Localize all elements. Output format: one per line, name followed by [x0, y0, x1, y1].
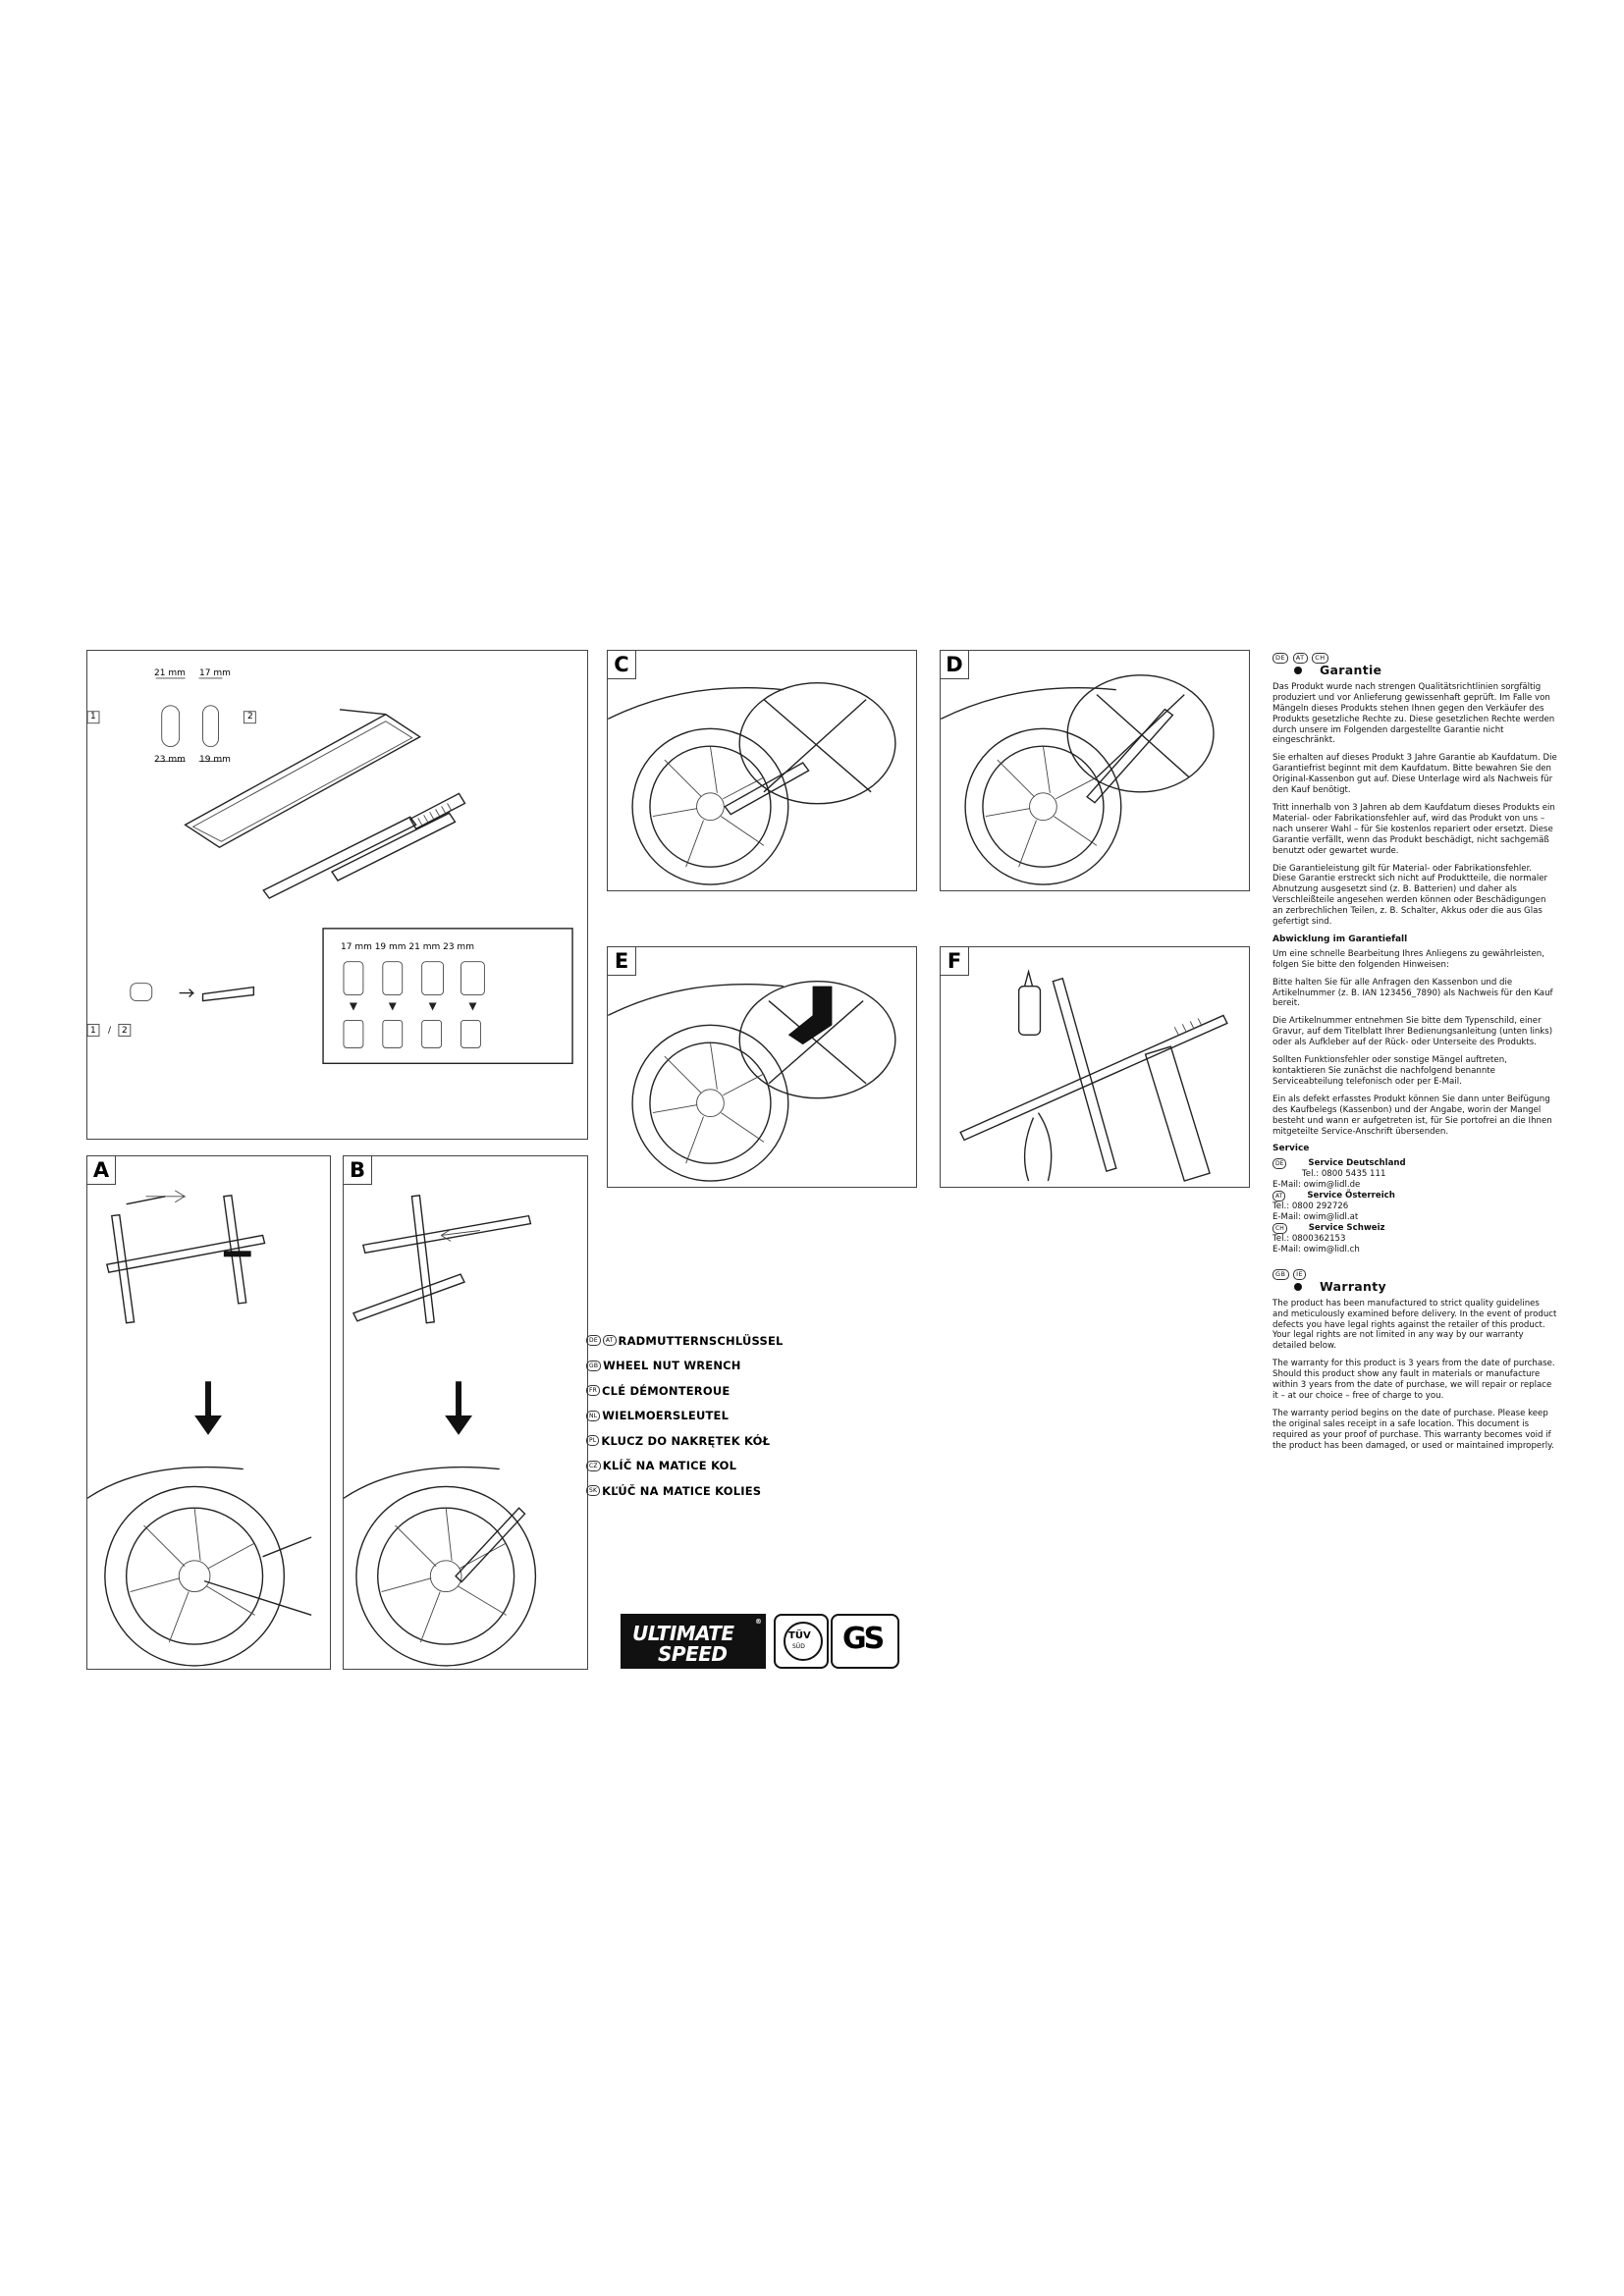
paragraph: The warranty period begins on the date of purchase. Please keep the original sales receipt in a safe location. This document is required as your proof of purchase. This warranty becomes void if the product has been damaged, or used or maintained improperly.: [1272, 1408, 1554, 1451]
tighten-nut-illustration: [344, 1156, 587, 1669]
country-badge: DE: [1272, 1158, 1286, 1169]
country-badges: [1272, 653, 1557, 664]
title-text: KLÍČ NA MATICE KOL: [602, 1459, 737, 1473]
brand-line-2: SPEED: [658, 1642, 728, 1666]
country-badge: CH: [1312, 653, 1327, 664]
wrench-kit-illustration: [87, 651, 587, 1139]
country-badge: NL: [586, 1411, 600, 1421]
paragraph: Die Garantieleistung gilt für Material- oder Fabrikationsfehler. Diese Garantie erstreckt sich nicht auf Produktteile, die normaler Abnutzung ausgesetzt sind (z. B. Batterien) und daher als Verschleißteile angesehen werden können oder Beschädigungen an zerbrechlichen Teilen, z. B. Schalter, Akkus oder die aus Glas gefertigt sind.: [1272, 863, 1548, 928]
product-title-list: [586, 1328, 841, 1504]
country-badge: IE: [1293, 1269, 1306, 1280]
paragraph: Ein als defekt erfasstes Produkt können Sie dann unter Beifügung des Kaufbelegs (Kassenbon) und der Angabe, worin der Mangel besteht und wann er aufgetreten ist, für Sie portofrei an die Ihnen mitgeteilte Service-Anschrift übersenden.: [1272, 1094, 1552, 1137]
title-row-sk: [586, 1478, 841, 1504]
service-heading: Service: [1272, 1144, 1310, 1154]
country-badges: [1272, 1269, 1557, 1280]
country-badge: CH: [1272, 1223, 1287, 1234]
title-text: CLÉ DÉMONTEROUE: [602, 1383, 731, 1398]
country-badge: AT: [1272, 1191, 1285, 1201]
wheel-wrong-extension-illustration: [941, 651, 1249, 890]
panel-f: [940, 946, 1250, 1188]
service-phone: Tel.: 0800 5435 111: [1302, 1169, 1386, 1180]
paragraph: Das Produkt wurde nach strengen Qualitätsrichtlinien sorgfältig produziert und vor Anlieferung gewissenhaft geprüft. Im Falle von Mängeln dieses Produkts stehen Ihnen gegen den Verkäufer des Produkts gesetzliche Rechte zu. Diese gesetzlichen Rechte werden durch unsere im Folgenden dargestellte Garantie nicht eingeschränkt.: [1272, 681, 1555, 746]
service-at: AT Service Österreich Tel.: 0800 292726 E-Mail: owim@lidl.at: [1272, 1191, 1557, 1223]
overview-panel: [86, 650, 588, 1140]
country-badge: GB: [1272, 1269, 1289, 1280]
tuv-sub-text: SÜD: [792, 1643, 805, 1650]
section-heading: Warranty: [1272, 1282, 1557, 1293]
service-email: E-Mail: owim@lidl.at: [1272, 1212, 1359, 1223]
service-phone: Tel.: 0800 292726: [1272, 1201, 1349, 1212]
title-text: KLUCZ DO NAKRĘTEK KÓŁ: [601, 1433, 771, 1448]
socket-sizes-row: 17 mm 19 mm 21 mm 23 mm: [341, 942, 474, 952]
registered-mark: ®: [755, 1618, 762, 1626]
title-text: RADMUTTERNSCHLÜSSEL: [618, 1333, 784, 1348]
switch-number-1: 1: [90, 1026, 96, 1036]
country-badge: AT: [603, 1335, 617, 1346]
title-row-cz: [586, 1454, 841, 1479]
paragraph: Tritt innerhalb von 3 Jahren ab dem Kaufdatum dieses Produkts ein Material- oder Fabrikationsfehler auf, wird das Produkt von uns – nach unserer Wahl – für Sie kostenlos repariert oder ersetzt. Diese Garantie verfällt, wenn das Produkt beschädigt, nicht sachgemäß benutzt oder gewartet wurde.: [1272, 802, 1555, 856]
panel-c: [607, 650, 917, 891]
title-row-fr: [586, 1378, 841, 1404]
country-badge: DE: [586, 1335, 601, 1346]
title-text: WHEEL NUT WRENCH: [603, 1359, 741, 1373]
brand-line-1: ULTIMATE: [632, 1622, 734, 1645]
title-row-de: [586, 1328, 841, 1354]
country-badge: PL: [586, 1435, 599, 1446]
wheel-wrong-step-illustration: [608, 947, 916, 1187]
title-row-nl: [586, 1404, 841, 1429]
panel-b: [343, 1155, 588, 1670]
paragraph: Die Artikelnummer entnehmen Sie bitte dem Typenschild, einer Gravur, auf dem Titelblatt Ihrer Bedienungsanleitung (unten links) oder als Aufkleber auf der Rück- oder Unterseite des Produkts.: [1272, 1016, 1553, 1048]
service-email: E-Mail: owim@lidl.ch: [1272, 1244, 1360, 1255]
bullet-icon: [1294, 1283, 1302, 1291]
ultimate-speed-logo: [621, 1614, 766, 1669]
socket-number-1: 1: [90, 712, 96, 721]
switch-number-2: 2: [122, 1026, 128, 1036]
paragraph: Um eine schnelle Bearbeitung Ihres Anliegens zu gewährleisten, folgen Sie bitte den folgenden Hinweisen:: [1272, 948, 1544, 970]
paragraph: Bitte halten Sie für alle Anfragen den Kassenbon und die Artikelnummer (z. B. IAN 123456_7890) als Nachweis für den Kauf bereit.: [1272, 977, 1553, 1009]
size-label-17: 17 mm: [199, 668, 231, 678]
loosen-nut-illustration: [87, 1156, 330, 1669]
socket-number-2: 2: [247, 712, 253, 721]
panel-label-f: F: [940, 946, 969, 976]
section-heading: Garantie: [1272, 666, 1557, 676]
panel-a: [86, 1155, 331, 1670]
paragraph: The warranty for this product is 3 years from the date of purchase. Should this product show any fault in materials or manufacture within 3 years from the date of purchase, we will repair or replace it – at our choice – free of charge to you.: [1272, 1359, 1555, 1401]
paragraph: The product has been manufactured to strict quality guidelines and meticulously examined before delivery. In the event of product defects you have legal rights against the retailer of this product. Your legal rights are not limited in any way by our warranty detailed below.: [1272, 1298, 1557, 1352]
tuv-certification-logo: [774, 1614, 829, 1669]
size-label-23: 23 mm: [154, 755, 186, 765]
size-label-19: 19 mm: [199, 755, 231, 765]
switch-separator: /: [108, 1026, 112, 1036]
title-row-pl: [586, 1428, 841, 1454]
size-label-21: 21 mm: [154, 668, 186, 678]
panel-e: [607, 946, 917, 1188]
sub-heading: Abwicklung im Garantiefall: [1272, 934, 1408, 944]
bullet-icon: [1294, 667, 1302, 674]
gs-text: GS: [842, 1622, 883, 1656]
warranty-de-section: [1272, 653, 1557, 1458]
tuv-text: TÜV: [788, 1630, 811, 1641]
panel-label-d: D: [940, 650, 969, 679]
gs-certification-logo: [831, 1614, 899, 1669]
title-row-gb: [586, 1354, 841, 1379]
paragraph: Sollten Funktionsfehler oder sonstige Mängel auftreten, kontaktieren Sie zunächst die nachfolgend benannte Serviceabteilung telefonisch oder per E-Mail.: [1272, 1055, 1507, 1087]
country-badge: FR: [586, 1385, 600, 1396]
country-badge: AT: [1293, 653, 1308, 664]
country-badge: DE: [1272, 653, 1288, 664]
service-de: DE Service Deutschland Tel.: 0800 5435 111 E-Mail: owim@lidl.de: [1272, 1158, 1557, 1191]
oiling-wrench-illustration: [941, 947, 1249, 1187]
service-ch: CH Service Schweiz Tel.: 0800362153 E-Mail: owim@lidl.ch: [1272, 1223, 1557, 1255]
paragraph: Sie erhalten auf dieses Produkt 3 Jahre Garantie ab Kaufdatum. Die Garantiefrist beginnt mit dem Kaufdatum. Bitte bewahren Sie den Original-Kassenbon gut auf. Diese Unterlage wird als Nachweis für den Kauf benötigt.: [1272, 753, 1557, 796]
title-text: WIELMOERSLEUTEL: [602, 1409, 730, 1423]
panel-label-e: E: [607, 946, 636, 976]
panel-label-c: C: [607, 650, 636, 679]
service-phone: Tel.: 0800362153: [1272, 1233, 1346, 1244]
service-email: E-Mail: owim@lidl.de: [1272, 1180, 1361, 1191]
panel-d: [940, 650, 1250, 891]
country-badge: CZ: [586, 1461, 601, 1471]
country-badge: SK: [586, 1485, 600, 1496]
title-text: KĽÚČ NA MATICE KOLIES: [602, 1483, 762, 1498]
panel-label-a: A: [86, 1155, 116, 1185]
country-badge: GB: [586, 1361, 601, 1371]
panel-label-b: B: [343, 1155, 372, 1185]
wheel-wrong-wrench-illustration: [608, 651, 916, 890]
